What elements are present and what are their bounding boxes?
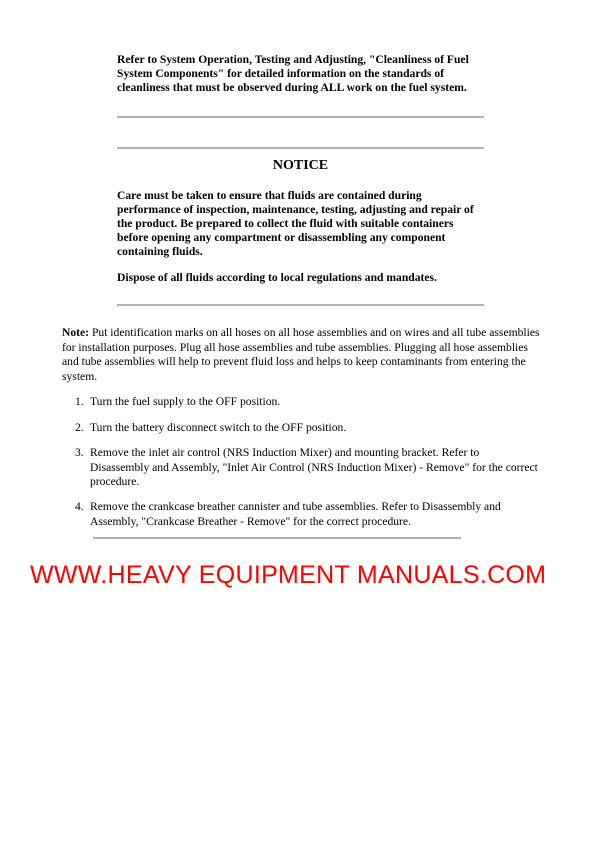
- note-label: Note:: [62, 326, 90, 339]
- step-number: 1.: [75, 395, 84, 408]
- caution-text: Refer to System Operation, Testing and Adjusting, "Cleanliness of Fuel System Components" for detailed information on the standards of cleanliness that must be observed during ALL work on the fuel system.: [117, 53, 469, 94]
- step-text: Turn the battery disconnect switch to the OFF position.: [90, 421, 347, 434]
- notice-title: NOTICE: [272, 158, 329, 173]
- notice-dispose: Dispose of all fluids according to local regulations and mandates.: [117, 271, 437, 284]
- step-number: 4.: [75, 500, 84, 513]
- notice-body: Care must be taken to ensure that fluids are contained during performance of inspection, maintenance, testing, adjusting and repair of the product. Be prepared to collect the fluid with suitable containers before opening any compartment or disassembling any component containing fluids.: [117, 189, 474, 258]
- note-text: Put identification marks on all hoses on all hose assemblies and on wires and all tube assemblies for installation purposes. Plug all hose assemblies and tube assemblies. Plugging all hose assemblies and tube assemblies will help to prevent fluid loss and helps to keep contaminants from entering the system.: [62, 326, 540, 383]
- divider: [117, 147, 484, 149]
- divider: [117, 304, 484, 306]
- watermark: WWW.HEAVY EQUIPMENT MANUALS.COM: [30, 561, 547, 589]
- step-number: 3.: [75, 446, 84, 459]
- divider: [117, 116, 484, 118]
- step-text: Remove the crankcase breather cannister and tube assemblies. Refer to Disassembly and Assembly, "Crankcase Breather - Remove" for the correct procedure.: [90, 500, 501, 528]
- step-text: Remove the inlet air control (NRS Induction Mixer) and mounting bracket. Refer to Disassembly and Assembly, "Inlet Air Control (NRS Induction Mixer) - Remove" for the correct procedure.: [90, 446, 538, 488]
- divider: [93, 537, 461, 539]
- note-paragraph: [62, 326, 544, 384]
- step-number: 2.: [75, 421, 84, 434]
- step-text: Turn the fuel supply to the OFF position.: [90, 395, 281, 408]
